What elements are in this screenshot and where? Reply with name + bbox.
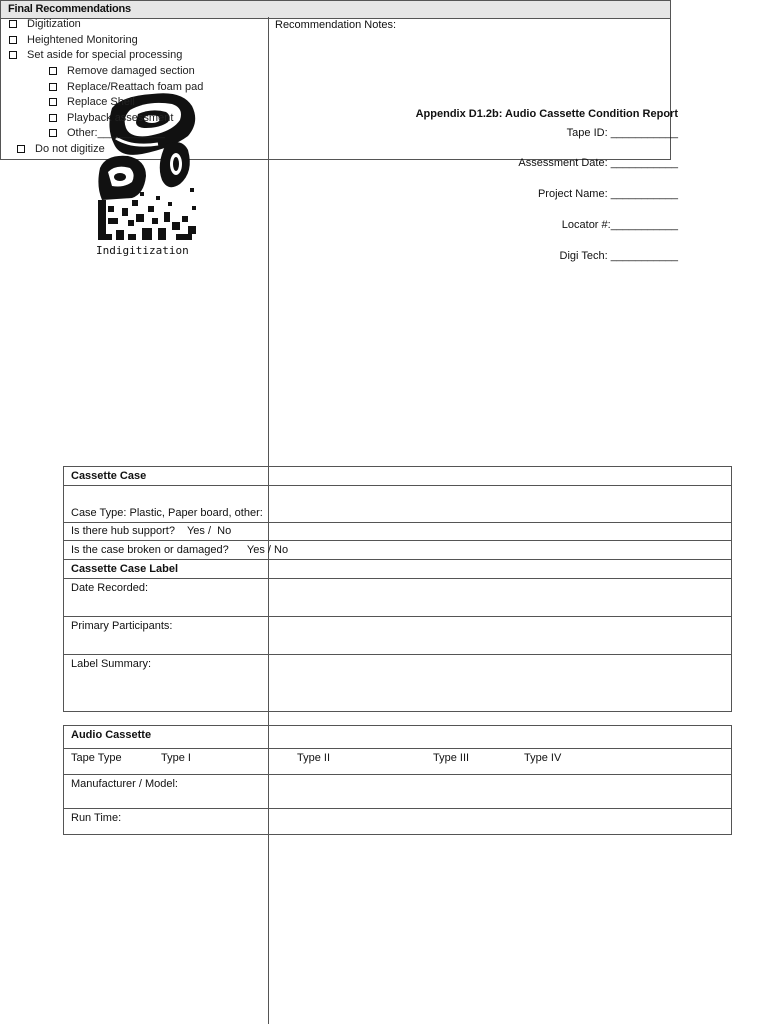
date-recorded-row[interactable] [64, 579, 731, 617]
recommendation-notes-label: Recommendation Notes: [275, 19, 397, 31]
option-heightened-monitoring[interactable]: Heightened Monitoring [9, 34, 138, 46]
case-type-row[interactable] [64, 486, 731, 523]
hub-support-label: Is there hub support? Yes / No [71, 525, 232, 537]
tape-type-row[interactable] [64, 749, 731, 775]
type-ii-option[interactable]: Type II [297, 752, 331, 764]
checkbox-icon[interactable] [49, 129, 57, 137]
checkbox-icon[interactable] [49, 114, 57, 122]
type-i-option[interactable]: Type I [161, 752, 191, 764]
cassette-case-table [63, 466, 732, 712]
audio-cassette-table [63, 725, 732, 835]
audio-cassette-heading: Audio Cassette [71, 729, 152, 741]
case-label-heading: Cassette Case Label [71, 563, 178, 575]
report-title: Appendix D1.2b: Audio Cassette Condition Report [415, 108, 678, 120]
manufacturer-row[interactable] [64, 775, 731, 809]
option-digitization[interactable]: Digitization [9, 18, 81, 30]
checkbox-icon[interactable] [49, 98, 57, 106]
label-summary-row[interactable] [64, 655, 731, 711]
digi-tech-field: Digi Tech: ___________ [559, 250, 678, 262]
audio-cassette-heading-row [64, 726, 731, 749]
case-type-label: Case Type: Plastic, Paper board, other: [71, 507, 263, 519]
tape-type-label: Tape Type [71, 752, 122, 764]
cassette-case-heading-row [64, 467, 731, 486]
label-summary-label: Label Summary: [71, 658, 152, 670]
suboption-other[interactable]: Other:___________ [49, 127, 165, 139]
suboption-playback-assessment[interactable]: Playback assessment [49, 112, 173, 124]
project-name-field: Project Name: ___________ [537, 188, 678, 200]
suboption-remove-damaged[interactable]: Remove damaged section [49, 65, 195, 77]
checkbox-icon[interactable] [9, 36, 17, 44]
checkbox-icon[interactable] [9, 51, 17, 59]
assessment-date-field: Assessment Date: ___________ [518, 157, 678, 169]
case-broken-label: Is the case broken or damaged? Yes / No [71, 544, 289, 556]
locator-field: Locator #:___________ [561, 219, 678, 231]
participants-label: Primary Participants: [71, 620, 173, 632]
checkbox-icon[interactable] [17, 145, 25, 153]
hub-support-row[interactable] [64, 523, 731, 541]
case-broken-row[interactable] [64, 541, 731, 560]
run-time-label: Run Time: [71, 812, 122, 824]
type-iii-option[interactable]: Type III [433, 752, 470, 764]
cassette-case-heading: Cassette Case [71, 470, 147, 482]
final-recommendations-heading: Final Recommendations [1, 1, 670, 19]
run-time-row[interactable] [64, 809, 731, 834]
checkbox-icon[interactable] [9, 20, 17, 28]
participants-row[interactable] [64, 617, 731, 655]
date-recorded-label: Date Recorded: [71, 582, 149, 594]
type-iv-option[interactable]: Type IV [524, 752, 562, 764]
tape-id-field: Tape ID: ___________ [566, 127, 678, 139]
suboption-replace-shell[interactable]: Replace Shell [49, 96, 135, 108]
logo-caption: Indigitization [96, 244, 189, 257]
checkbox-icon[interactable] [49, 83, 57, 91]
manufacturer-label: Manufacturer / Model: [71, 778, 178, 790]
option-set-aside[interactable]: Set aside for special processing [9, 49, 182, 61]
checkbox-icon[interactable] [49, 67, 57, 75]
case-label-heading-row [64, 560, 731, 579]
option-do-not-digitize[interactable]: Do not digitize [17, 143, 105, 155]
suboption-replace-foam-pad[interactable]: Replace/Reattach foam pad [49, 81, 203, 93]
